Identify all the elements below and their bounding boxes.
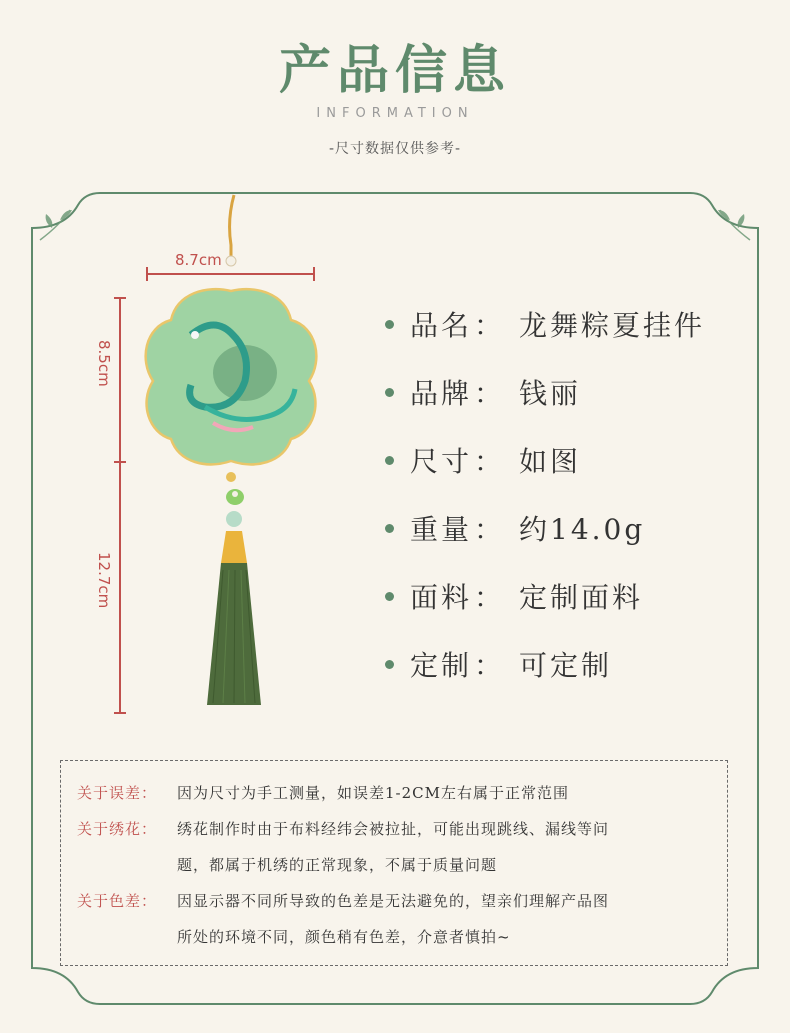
product-info-list [385, 290, 765, 698]
gold-hook-icon [230, 195, 234, 257]
info-separator: ： [474, 581, 506, 614]
note-error [77, 775, 711, 811]
note-embroidery [77, 811, 711, 847]
bullet-icon [385, 660, 394, 669]
bullet-icon [385, 456, 394, 465]
info-separator: ： [474, 309, 506, 342]
height-tassel-label: 12.7cm [95, 552, 113, 609]
jade-bead [226, 511, 242, 527]
info-value: 如图 [519, 445, 582, 478]
info-label: 品牌 [410, 377, 473, 410]
note-label: 关于色差： [77, 892, 158, 910]
height-body-label: 8.5cm [95, 340, 113, 387]
note-label: 关于绣花： [77, 820, 158, 838]
leaf-sprig-right-icon [718, 210, 750, 240]
disclaimer-notes [60, 760, 728, 966]
info-row-name [385, 290, 765, 358]
note-text: 所处的环境不同，颜色稍有色差，介意者慎拍~ [177, 928, 511, 946]
hook-bead [226, 256, 236, 266]
note-text: 因显示器不同所导致的色差是无法避免的，望亲们理解产品图 [177, 892, 610, 910]
info-label: 面料 [410, 581, 473, 614]
note-label: 关于误差： [77, 784, 158, 802]
leaf-sprig-left-icon [40, 210, 72, 240]
tassel-cap-icon [221, 531, 247, 563]
info-row-brand [385, 358, 765, 426]
product-illustration [95, 185, 355, 745]
info-row-size [385, 426, 765, 494]
info-value: 龙舞粽夏挂件 [519, 309, 706, 342]
note-text: 绣花制作时由于布料经纬会被拉扯，可能出现跳线、漏线等问 [177, 820, 610, 838]
info-label: 重量 [410, 513, 473, 546]
info-value: 可定制 [519, 649, 613, 682]
info-separator: ： [474, 649, 506, 682]
bullet-icon [385, 592, 394, 601]
info-row-weight [385, 494, 765, 562]
connector-bead [226, 472, 236, 482]
note-color [77, 883, 711, 919]
embroidered-pendant-icon [146, 289, 317, 464]
bullet-icon [385, 320, 394, 329]
header [0, 0, 790, 180]
info-label: 品名 [410, 309, 473, 342]
note-text: 题，都属于机绣的正常现象，不属于质量问题 [177, 856, 498, 874]
info-row-fabric [385, 562, 765, 630]
height-dimension-marker [95, 298, 126, 713]
bullet-icon [385, 524, 394, 533]
width-label: 8.7cm [175, 251, 222, 269]
info-label: 尺寸 [410, 445, 473, 478]
bullet-icon [385, 388, 394, 397]
page-title: 产品信息 [278, 40, 511, 101]
tassel-icon [207, 563, 261, 705]
info-separator: ： [474, 377, 506, 410]
info-separator: ： [474, 445, 506, 478]
info-row-custom [385, 630, 765, 698]
info-value: 定制面料 [519, 581, 644, 614]
note-text: 因为尺寸为手工测量，如误差1-2CM左右属于正常范围 [177, 784, 569, 802]
page-subtitle: INFORMATION [316, 106, 474, 121]
note-color-cont [77, 919, 711, 955]
info-label: 定制 [410, 649, 473, 682]
info-value: 约14.0g [519, 513, 646, 546]
bell-charm-icon [226, 489, 244, 505]
info-value: 钱丽 [519, 377, 582, 410]
info-separator: ： [474, 513, 506, 546]
size-reference-note: -尺寸数据仅供参考- [328, 141, 462, 157]
note-embroidery-cont [77, 847, 711, 883]
